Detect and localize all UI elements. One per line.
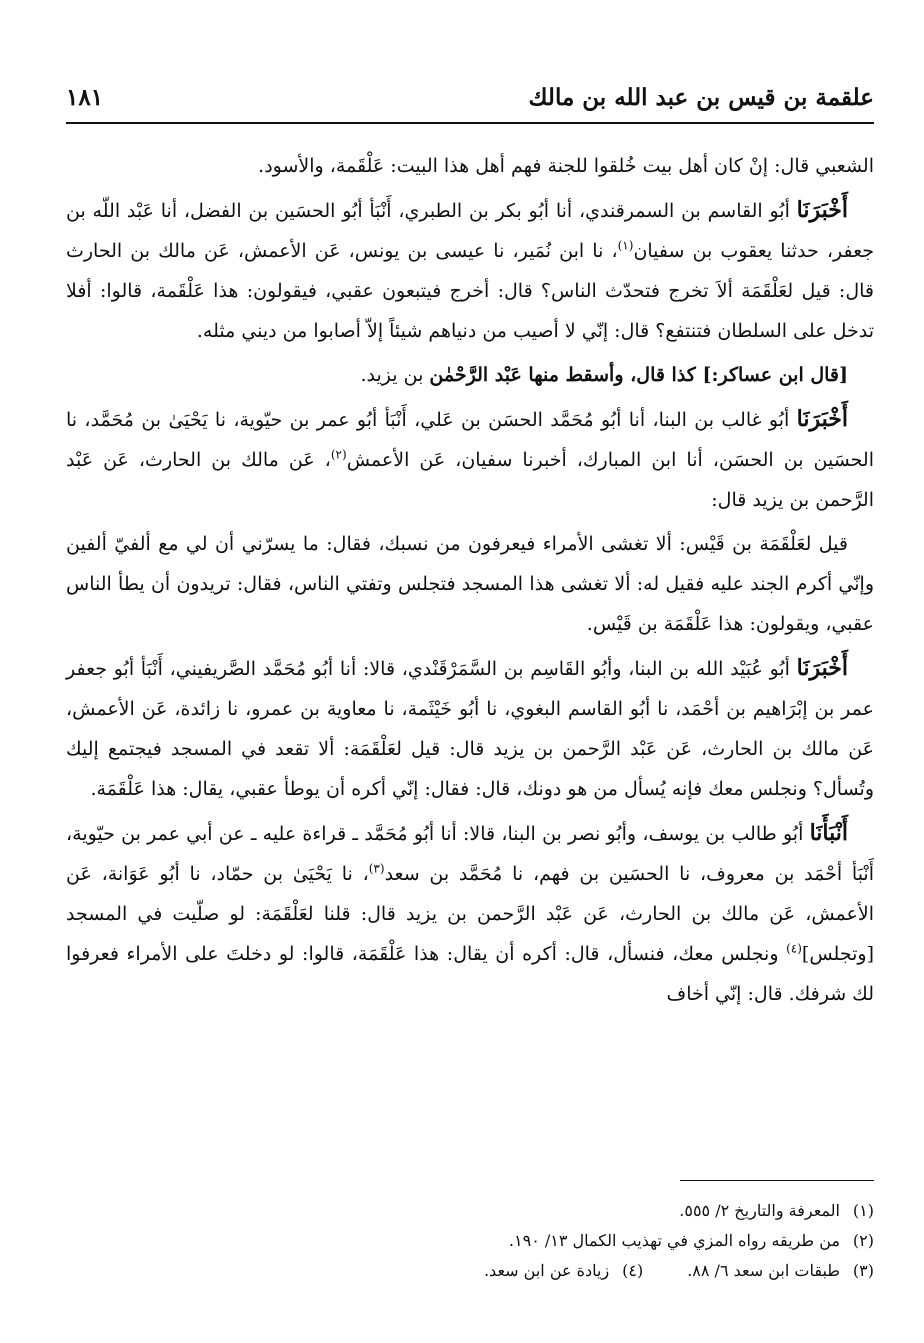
paragraph-text: ، نا ابن نُمَير، نا عيسى بن يونس، عَن الأعمش، عَن مالك بن الحارث قال: قيل لعَلْقَمَة ألاَ تخرج فتحدّث الناس؟ قال: أخرج فيتبعون عقبي، فيقولون: هذا عَلْقَمة، قالوا: أفلا تدخل على السلطان فتنتفع؟ قال: إنّي لا أصيب من دنياهم شيئاً إلاّ أصابوا من ديني مثله.	[66, 240, 874, 342]
paragraph-text: بن يزيد.	[360, 364, 430, 386]
footnote	[484, 1256, 643, 1286]
footnote-number: (٤)	[622, 1261, 644, 1280]
narration-keyword: أَنْبَأَنَا	[809, 820, 848, 846]
footnote-row	[66, 1256, 874, 1286]
main-text	[66, 146, 874, 1018]
paragraph-3	[66, 355, 874, 395]
footnote-ref: (٤)	[786, 941, 802, 956]
paragraph-text: أبُو القاسم بن السمرقندي، أنا أبُو بكر بن الطبري، أَنْبَأ أبُو الحسَين بن الفضل، أنا عَبْد اللّه بن جعفر، حدثنا يعقوب بن سفيان	[66, 200, 875, 262]
paragraph-6	[66, 648, 874, 809]
footnote-text: من طريقه رواه المزي في تهذيب الكمال ١٣/ ١٩٠.	[508, 1231, 840, 1250]
footnote-text: طبقات ابن سعد ٦/ ٨٨.	[687, 1261, 840, 1280]
paragraph-4	[66, 399, 874, 520]
paragraph-text: الشعبي قال: إنْ كان أهل بيت خُلقوا للجنة فهم أهل هذا البيت: عَلْقَمة، والأسود.	[258, 155, 874, 177]
footnote-ref: (١)	[617, 238, 634, 253]
narration-keyword: أَخْبَرَنَا	[796, 655, 848, 681]
paragraph-text: قيل لعَلْقَمَة بن قَيْس: ألا تغشى الأمراء فيعرفون من نسبك، فقال: ما يسرّني أن لي مع ألفيّ ألفين وإنّي أكرم الجند عليه فقيل له: ألا تغشى هذا المسجد فتجلس وتفتي الناس، فقال: تريدون أن يطأ الناس عقبي، ويقولون: هذا عَلْقَمَة بن قَيْس.	[66, 533, 874, 635]
paragraph-2	[66, 190, 874, 351]
page-header	[66, 78, 874, 118]
footnote-number: (٣)	[852, 1261, 874, 1280]
paragraph-text: أبُو غالب بن البنا، أنا أبُو مُحَمَّد الحسَن بن عَلي، أَنْبَأ أبُو عمر بن حيّوية، نا يَحْيَىٰ بن مُحَمَّد، نا الحسَين بن الحسَن، أنا ابن المبارك، أخبرنا سفيان، عَن الأعمش	[66, 409, 874, 471]
narration-keyword: أَخْبَرَنَا	[796, 197, 848, 223]
paragraph-5	[66, 524, 874, 644]
footnote-row	[66, 1226, 874, 1256]
paragraph-7	[66, 813, 874, 1014]
footnotes	[66, 1196, 874, 1286]
footnote-rule	[680, 1180, 874, 1181]
paragraph-text: أبُو عُبَيْد الله بن البنا، وأبُو القَاسِم بن السَّمَرْقَنْدي، قالا: أنا أبُو مُحَمَّد الصَّريفيني، أَنْبَأ أبُو جعفر عمر بن إبْرَاهيم بن أحْمَد، نا أبُو القاسم البغوي، نا أبُو خَيْثَمة، نا معاوية بن عمرو، نا زائدة، عَن الأعمش، عَن مالك بن الحارث، عَن عَبْد الرَّحمن بن يزيد قال: قيل لعَلْقَمَة: ألا تقعد في المسجد فيجتمع إليك وتُسأل؟ ونجلس معك فإنه يُسأل من هو دونك، قال: فقال: إنّي أكره أن يوطأ عقبي، يقال: هذا عَلْقَمَة.	[66, 658, 874, 800]
narration-keyword: أَخْبَرَنَا	[796, 406, 848, 432]
header-rule	[66, 122, 874, 124]
page-number: ١٨١	[66, 84, 104, 111]
editor-note: [قال ابن عساكر:] كذا قال، وأسقط منها عَبْد الرَّحْمٰن	[429, 364, 848, 386]
paragraph-text: ، نا يَحْيَىٰ بن حمّاد، نا أبُو عَوَانة، عَن الأعمش، عَن مالك بن الحارث، عَن عَبْد الرَّحمن بن يزيد قال: قلنا لعَلْقَمَة: لو صلّيت في المسجد [وتجلس]	[66, 863, 874, 965]
footnote-text: زيادة عن ابن سعد.	[483, 1261, 610, 1280]
footnote	[679, 1196, 874, 1226]
paragraph-text: أبُو طالب بن يوسف، وأبُو نصر بن البنا، قالا: أنا أبُو مُحَمَّد ـ قراءة عليه ـ عن أبي عمر بن حيّوية، أَنْبَأ أحْمَد بن معروف، نا الحسَين بن فهم، نا مُحَمَّد بن سعد	[66, 823, 874, 885]
footnote-number: (١)	[852, 1201, 874, 1220]
footnote-number: (٢)	[852, 1231, 874, 1250]
paragraph-1	[66, 146, 874, 186]
footnote-text: المعرفة والتاريخ ٢/ ٥٥٥.	[679, 1201, 840, 1220]
footnote	[687, 1256, 874, 1286]
running-title: علقمة بن قيس بن عبد الله بن مالك	[528, 84, 874, 111]
footnote-ref: (٣)	[368, 861, 385, 876]
paragraph-text: ، عَن مالك بن الحارث، عَن عَبْد الرَّحمن بن يزيد قال:	[66, 449, 874, 511]
footnote-row	[66, 1196, 874, 1226]
footnote	[509, 1226, 874, 1256]
footnote-ref: (٢)	[330, 447, 347, 462]
paragraph-text: ونجلس معك، فنسأل، قال: أكره أن يقال: هذا عَلْقَمَة، قالوا: لو دخلتَ على الأمراء فعرفوا لك شرفك. قال: إنّي أخاف	[66, 943, 874, 1005]
